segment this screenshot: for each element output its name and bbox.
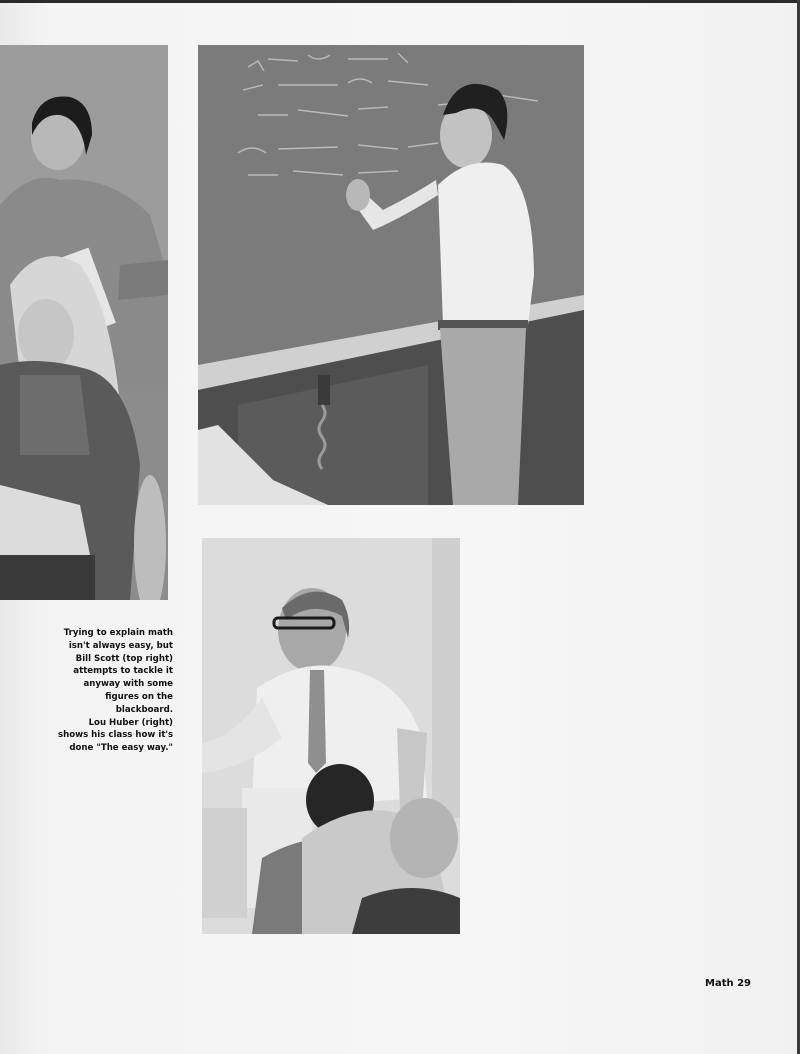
- caption-line: done "The easy way.": [69, 743, 173, 754]
- photo-blackboard-image: [198, 45, 584, 505]
- caption-line: Lou Huber (right): [88, 717, 173, 728]
- caption-line: Bill Scott (top right): [75, 653, 173, 664]
- caption-line: attempts to tackle it: [73, 666, 173, 677]
- caption-line: isn't always easy, but: [68, 640, 173, 651]
- caption-line: shows his class how it's: [58, 730, 174, 741]
- caption-line: anyway with some: [83, 679, 173, 690]
- photo-lou-huber-image: [202, 538, 460, 934]
- photo-teacher-student-image: [0, 45, 168, 600]
- photo-caption: [58, 627, 173, 755]
- caption-line: Trying to explain math: [63, 628, 173, 638]
- bill-scott-at-blackboard-photo: [198, 45, 584, 505]
- caption-line: figures on the: [105, 691, 173, 702]
- teacher-and-student-photo: [0, 45, 168, 600]
- lou-huber-teaching-photo: [202, 538, 460, 934]
- page-folio: Math 29: [705, 978, 751, 989]
- page-edge-top: [0, 0, 800, 3]
- caption-line: blackboard.: [115, 704, 173, 715]
